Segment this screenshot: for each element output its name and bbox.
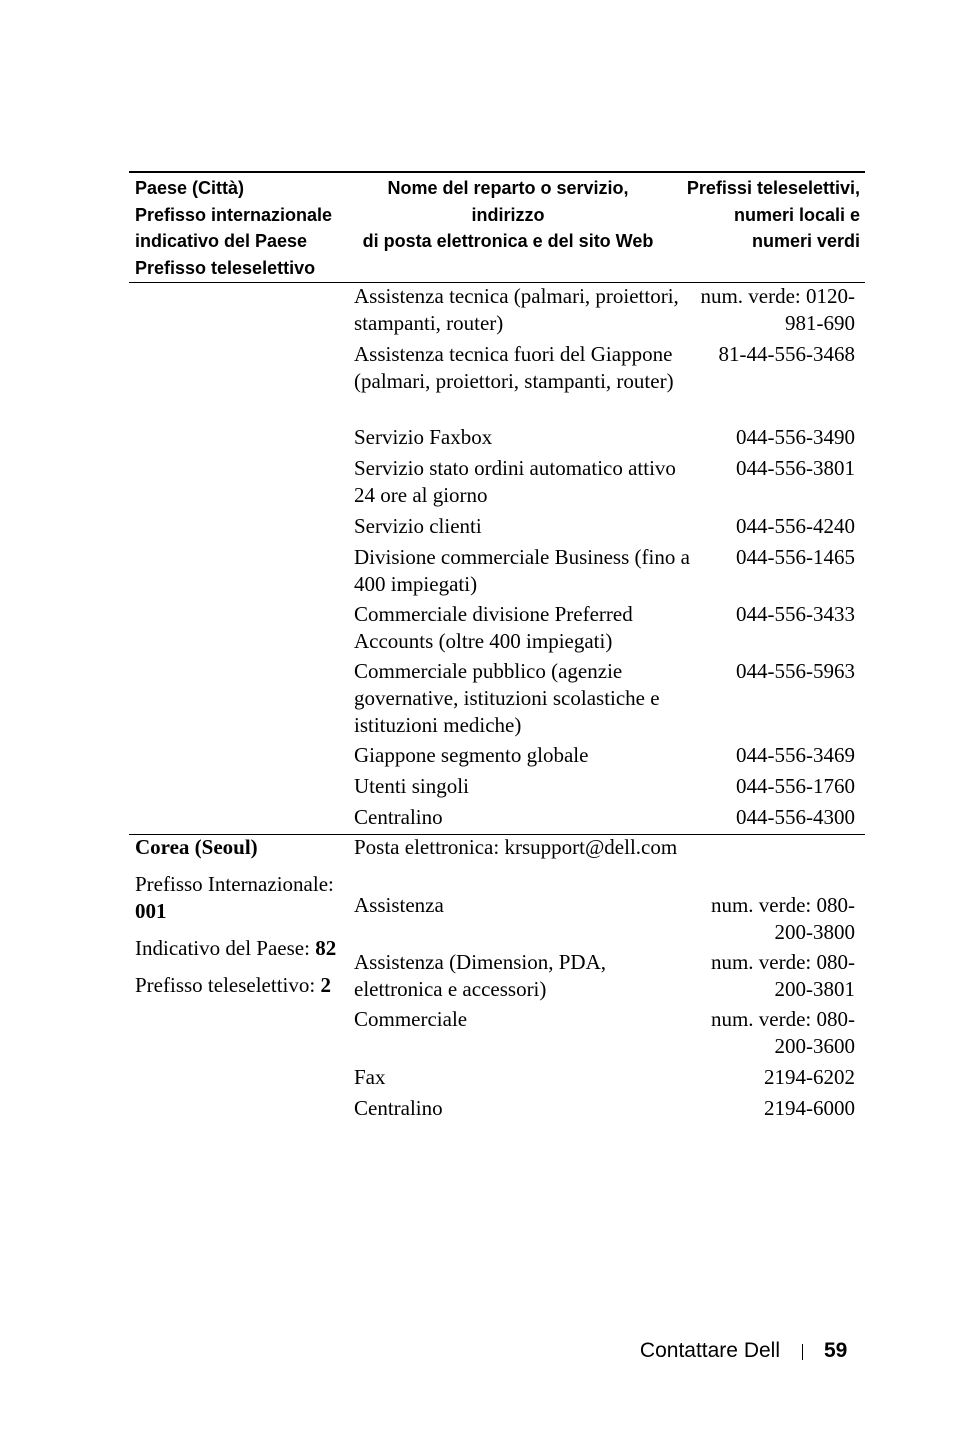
country-code-value: 82: [315, 936, 337, 960]
number-cell: 044-556-4300: [736, 805, 855, 829]
service-cell: Centralino: [354, 805, 443, 829]
table-row: [129, 949, 865, 1006]
service-cell: Servizio stato ordini automatico attivo 24 ore al giorno: [354, 456, 676, 507]
service-cell: Servizio clienti: [354, 514, 482, 538]
table-row: [129, 658, 865, 742]
service-cell: Commerciale divisione Preferred Accounts (oltre 400 impiegati): [354, 602, 633, 653]
table-header: [129, 171, 865, 283]
table-row: [129, 1064, 865, 1095]
number-cell: 044-556-5963: [736, 659, 855, 683]
area-code-value: 2: [320, 973, 331, 997]
service-cell: Utenti singoli: [354, 774, 469, 798]
service-cell: Divisione commerciale Business (fino a 400 impiegati): [354, 545, 690, 596]
table-row: [129, 1095, 865, 1126]
number-cell: 044-556-3433: [736, 602, 855, 626]
table-row: [129, 773, 865, 804]
footer-section: Contattare Dell: [639, 1339, 780, 1362]
number-cell: 2194-6202: [764, 1065, 855, 1089]
country-code-label: Indicativo del Paese:: [135, 936, 310, 960]
service-cell: Posta elettronica: krsupport@dell.com: [354, 835, 678, 859]
number-cell: num. verde: 0120- 981-690: [700, 284, 855, 335]
service-cell: Assistenza: [354, 893, 444, 917]
header-department: Nome del reparto o servizio, indirizzo di posta elettronica e del sito Web: [362, 178, 654, 251]
table-row: [129, 804, 865, 835]
header-country: Paese (Città) Prefisso internazionale indicativo del Paese Prefisso teleselettivo: [135, 178, 333, 278]
intl-prefix-label: Prefisso Internazionale:: [135, 872, 334, 896]
table-row: [129, 892, 865, 949]
number-cell: 044-556-3469: [736, 743, 855, 767]
service-cell: Assistenza tecnica (palmari, proiettori, stampanti, router): [354, 284, 679, 335]
number-cell: 044-556-4240: [736, 514, 855, 538]
table-row: [129, 424, 865, 455]
number-cell: 044-556-3801: [736, 456, 855, 480]
number-cell: 044-556-3490: [736, 425, 855, 449]
section-korea: [129, 834, 865, 1126]
service-cell: Assistenza (Dimension, PDA, elettronica e accessori): [354, 950, 606, 1001]
number-cell: num. verde: 080- 200-3600: [710, 1007, 855, 1058]
service-cell: Commerciale: [354, 1007, 468, 1031]
service-cell: Commerciale pubblico (agenzie governative, istituzioni scolastiche e istituzioni mediche): [354, 659, 660, 737]
page-number: 59: [824, 1339, 848, 1362]
table-row: [129, 455, 865, 513]
country-name: Corea (Seoul): [135, 835, 258, 859]
number-cell: 044-556-1760: [736, 774, 855, 798]
footer-divider: [802, 1344, 803, 1360]
header-numbers: Prefissi teleselettivi, numeri locali e numeri verdi: [686, 178, 860, 251]
number-cell: 2194-6000: [764, 1096, 855, 1120]
number-cell: num. verde: 080- 200-3801: [710, 950, 855, 1001]
table-row: [129, 742, 865, 773]
table-row: [129, 544, 865, 601]
service-cell: Assistenza tecnica fuori del Giappone (palmari, proiettori, stampanti, router): [354, 342, 674, 393]
service-cell: Servizio Faxbox: [354, 425, 493, 449]
intl-prefix-value: 001: [135, 899, 167, 923]
table-row: [129, 341, 865, 424]
number-cell: num. verde: 080- 200-3800: [710, 893, 855, 944]
number-cell: 81-44-556-3468: [718, 342, 855, 366]
table-row: [129, 834, 865, 892]
area-code-label: Prefisso teleselettivo:: [135, 973, 316, 997]
service-cell: Giappone segmento globale: [354, 743, 589, 767]
table-row: [129, 283, 865, 341]
number-cell: [694, 834, 865, 892]
table-row: [129, 601, 865, 658]
service-cell: Fax: [354, 1065, 386, 1089]
table-row: [129, 1006, 865, 1064]
service-cell: Centralino: [354, 1096, 443, 1120]
table-row: [129, 513, 865, 544]
section-japan: [129, 283, 865, 835]
number-cell: 044-556-1465: [736, 545, 855, 569]
